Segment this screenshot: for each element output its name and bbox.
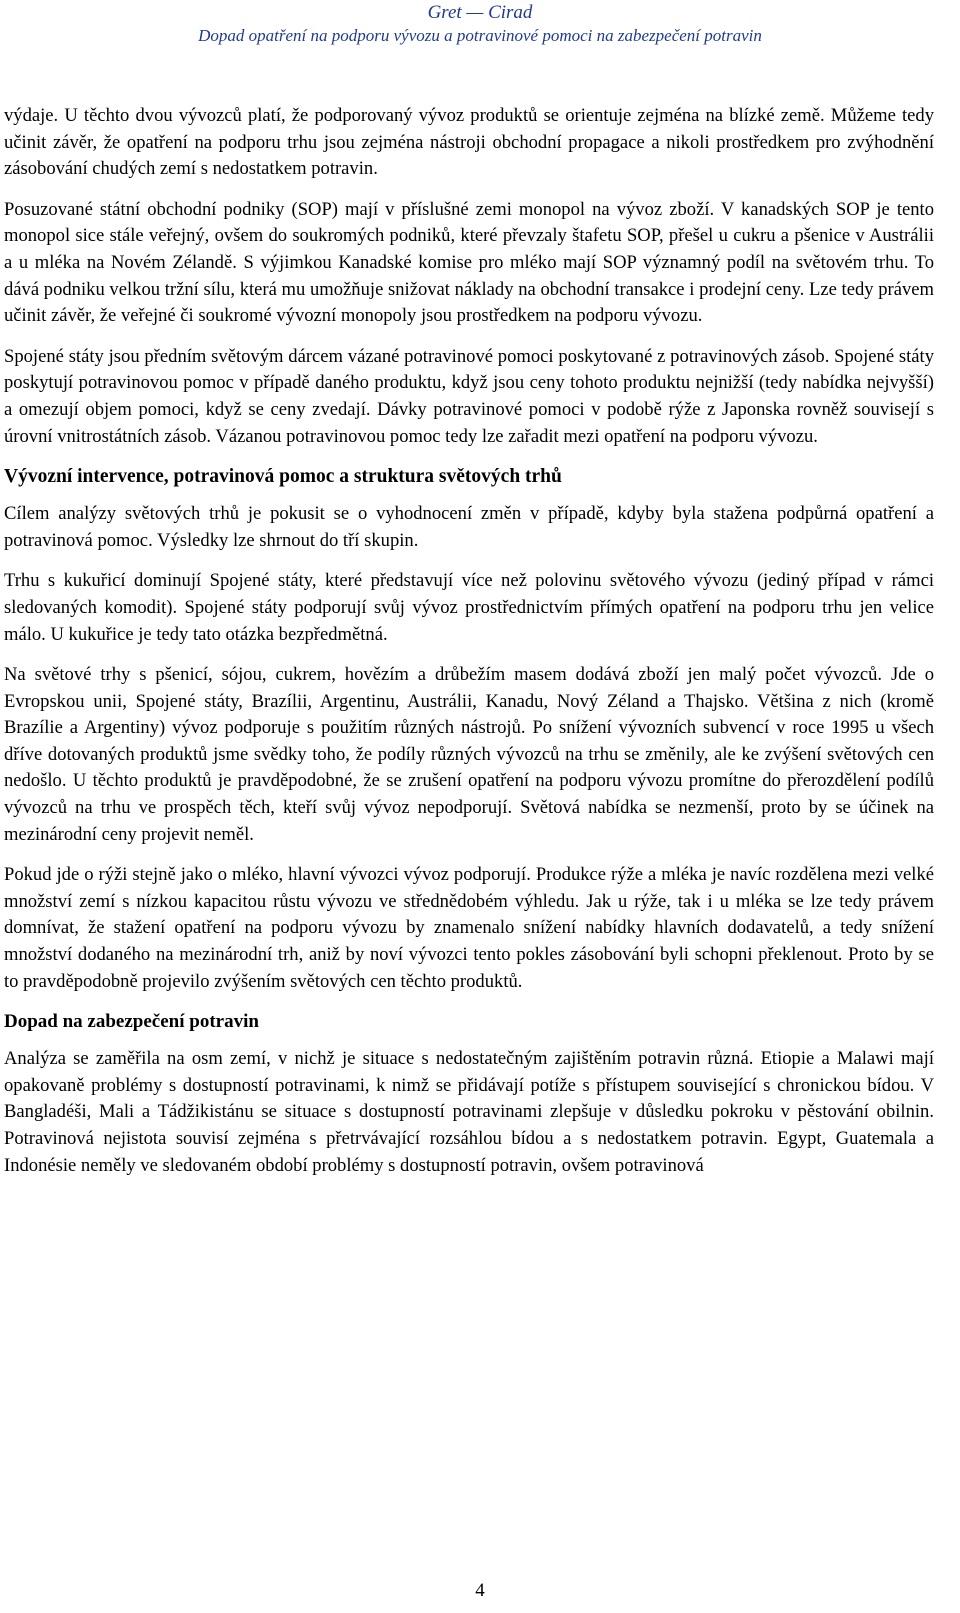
header-subtitle: Dopad opatření na podporu vývozu a potravinové pomoci na zabezpečení potravin [198,26,762,45]
paragraph: Cílem analýzy světových trhů je pokusit se o vyhodnocení změn v případě, kdyby byla stažena podpůrná opatření a potravinová pomoc. Výsledky lze shrnout do tří skupin. [4,503,934,551]
section-heading: Dopad na zabezpečení potravin [4,1011,259,1033]
paragraph: výdaje. U těchto dvou vývozců platí, že podporovaný vývoz produktů se orientuje zejména na blízké země. Můžeme tedy učinit závěr, že opatření na podporu trhu jsou zejména nástroji obchodní propagace a nikoli prostředkem pro zvýhodnění zásobování chudých zemí s nedostatkem potravin. [4,105,934,180]
document-body [4,103,934,1193]
header-authors: Gret — Cirad [427,2,533,23]
page-number: 4 [475,1580,485,1601]
paragraph: Spojené státy jsou předním světovým dárcem vázané potravinové pomoci poskytované z potravinových zásob. Spojené státy poskytují potravinovou pomoc v případě daného produktu, když jsou ceny tohoto produktu nejnižší (tedy nabídka nejvyšší) a omezují objem pomoci, když se ceny zvedají. Dávky potravinové pomoci v podobě rýže z Japonska rovněž souvisejí s úrovní vnitrostátních zásob. Vázanou potravinovou pomoc tedy lze zařadit mezi opatření na podporu vývozu. [4,345,934,447]
paragraph: Pokud jde o rýži stejně jako o mléko, hlavní vývozci vývoz podporují. Produkce rýže a mléka je navíc rozdělena mezi velké množství zemí s nízkou kapacitou růstu vývozu ve střednědobém výhledu. Jak u rýže, tak i u mléka se lze tedy právem domnívat, že stažení opatření na podporu vývozu by znamenalo snížení nabídky hlavních dodavatelů, a tedy snížení množství dodaného na mezinárodní trh, aniž by noví vývozci tento pokles zásobování byli schopni překlenout. Proto by se to pravděpodobně projevilo zvýšením světových cen těchto produktů. [4,864,934,992]
paragraph: Na světové trhy s pšenicí, sójou, cukrem, hovězím a drůbežím masem dodává zboží jen malý počet vývozců. Jde o Evropskou unii, Spojené státy, Brazílii, Argentinu, Austrálii, Kanadu, Nový Zéland a Thajsko. Většina z nich (kromě Brazílie a Argentiny) vývoz podporuje s použitím různých nástrojů. Po snížení vývozních subvencí v roce 1995 u všech dříve dotovaných produktů jsme svědky toho, že podíly různých vývozců na trhu se změnily, ale ke zvýšení světových cen nedošlo. U těchto produktů je pravděpodobné, že se zrušení opatření na podporu vývozu promítne do přerozdělení podílů vývozců na trhu ve prospěch těch, kteří svůj vývoz nepodporují. Světová nabídka se nezmenší, proto by se účinek na mezinárodní ceny projevit neměl. [4,664,934,845]
paragraph: Posuzované státní obchodní podniky (SOP) mají v příslušné zemi monopol na vývoz zboží. V kanadských SOP je tento monopol sice stále veřejný, ovšem do soukromých podniků, které převzaly štafetu SOP, přešel u cukru a pšenice v Austrálii a u mléka na Novém Zélandě. S výjimkou Kanadské komise pro mléko mají SOP významný podíl na světovém trhu. To dává podniku velkou tržní sílu, která mu umožňuje snižovat náklady na obchodní transakce i prodejní ceny. Lze tedy právem učinit závěr, že veřejné či soukromé vývozní monopoly jsou prostředkem na podporu vývozu. [4,198,934,327]
paragraph: Analýza se zaměřila na osm zemí, v nichž je situace s nedostatečným zajištěním potravin různá. Etiopie a Malawi mají opakovaně problémy s dostupností potravinami, k nimž se přidávají potíže s přístupem související s chronickou bídou. V Bangladéši, Mali a Tádžikistánu se situace s dostupností potravinami zlepšuje v důsledku pokroku v pěstování obilnin. Potravinová nejistota souvisí zejména s přetrvávající rozsáhlou bídou a s nedostatkem potravin. Egypt, Guatemala a Indonésie neměly ve sledovaném období problémy s dostupností potravin, ovšem potravinová [4,1048,934,1176]
section-heading: Vývozní intervence, potravinová pomoc a struktura světových trhů [4,466,562,488]
paragraph: Trhu s kukuřicí dominují Spojené státy, které představují více než polovinu světového vývozu (jediný případ v rámci sledovaných komodit). Spojené státy podporují svůj vývoz prostřednictvím přímých opatření na podporu trhu jen velice málo. U kukuřice je tedy tato otázka bezpředmětná. [4,570,934,645]
